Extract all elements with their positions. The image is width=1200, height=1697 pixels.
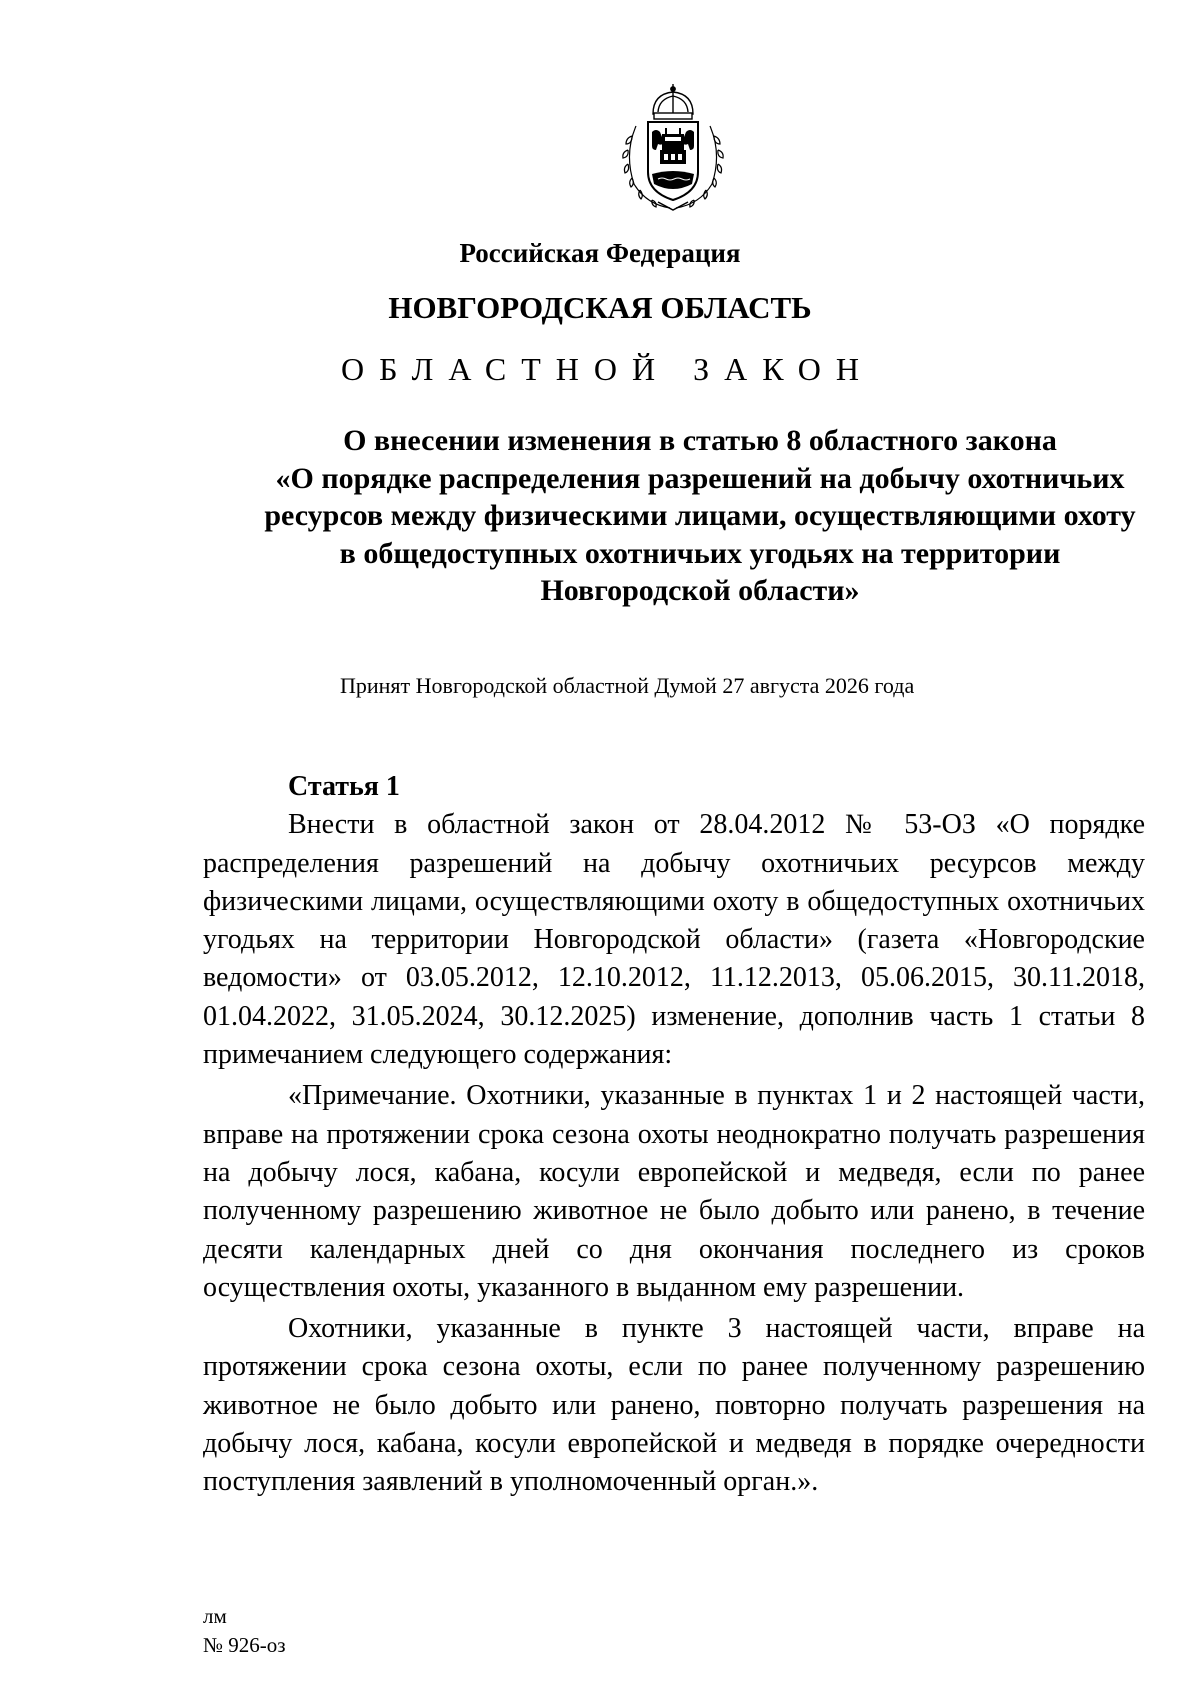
article-section bbox=[203, 768, 1145, 1502]
document-type: ОБЛАСТНОЙ ЗАКОН bbox=[340, 351, 875, 387]
law-title-line: О внесении изменения в статью 8 областного закона bbox=[343, 424, 1057, 457]
article-paragraph: «Примечание. Охотники, указанные в пунктах 1 и 2 настоящей части, вправе на протяжении срока сезона охоты неоднократно получать разрешения на добычу лося, кабана, косули европейской и медведя, если по ранее полученному разрешению животное не было добыто или ранено, в течение десяти календарных дней со дня окончания последнего из сроков осуществления охоты, указанного в выданном ему разрешении. bbox=[203, 1080, 1145, 1303]
adoption-note: Принят Новгородской областной Думой 27 августа 2026 года bbox=[340, 673, 915, 698]
law-number: № 926-оз bbox=[203, 1633, 286, 1657]
article-heading: Статья 1 bbox=[288, 771, 400, 802]
law-title-line: ресурсов между физическими лицами, осуществляющими охоту bbox=[264, 499, 1136, 532]
law-title bbox=[200, 422, 1200, 610]
document-footer bbox=[203, 1602, 286, 1660]
region-heading: НОВГОРОДСКАЯ ОБЛАСТЬ bbox=[388, 290, 812, 325]
coat-of-arms-emblem bbox=[618, 84, 728, 214]
federation-heading: Российская Федерация bbox=[459, 238, 741, 268]
footer-initials: лм bbox=[203, 1604, 227, 1628]
law-title-line: в общедоступных охотничьих угодьях на территории bbox=[339, 536, 1061, 570]
novgorod-coat-of-arms-icon bbox=[618, 84, 728, 214]
article-paragraph: Охотники, указанные в пункте 3 настоящей части, вправе на протяжении срока сезона охоты, если по ранее полученному разрешению животное не было добыто или ранено, повторно получать разрешения на добычу лося, кабана, косули европейской и медведя в порядке очередности поступления заявлений в уполномоченный орган.». bbox=[203, 1313, 1145, 1498]
article-paragraph: Внести в областной закон от 28.04.2012 № 53-ОЗ «О порядке распределения разрешений на добычу охотничьих ресурсов между физическими лицами, осуществляющими охоту в общедоступных охотничьих угодьях на территории Новгородской области» (газета «Новгородские ведомости» от 03.05.2012, 12.10.2012, 11.12.2013, 05.06.2015, 30.11.2018, 01.04.2022, 31.05.2024, 30.12.2025) изменение, дополнив часть 1 статьи 8 примечанием следующего содержания: bbox=[203, 809, 1145, 1071]
law-title-line: Новгородской области» bbox=[540, 574, 860, 607]
law-title-line: «О порядке распределения разрешений на добычу охотничьих bbox=[275, 461, 1125, 495]
